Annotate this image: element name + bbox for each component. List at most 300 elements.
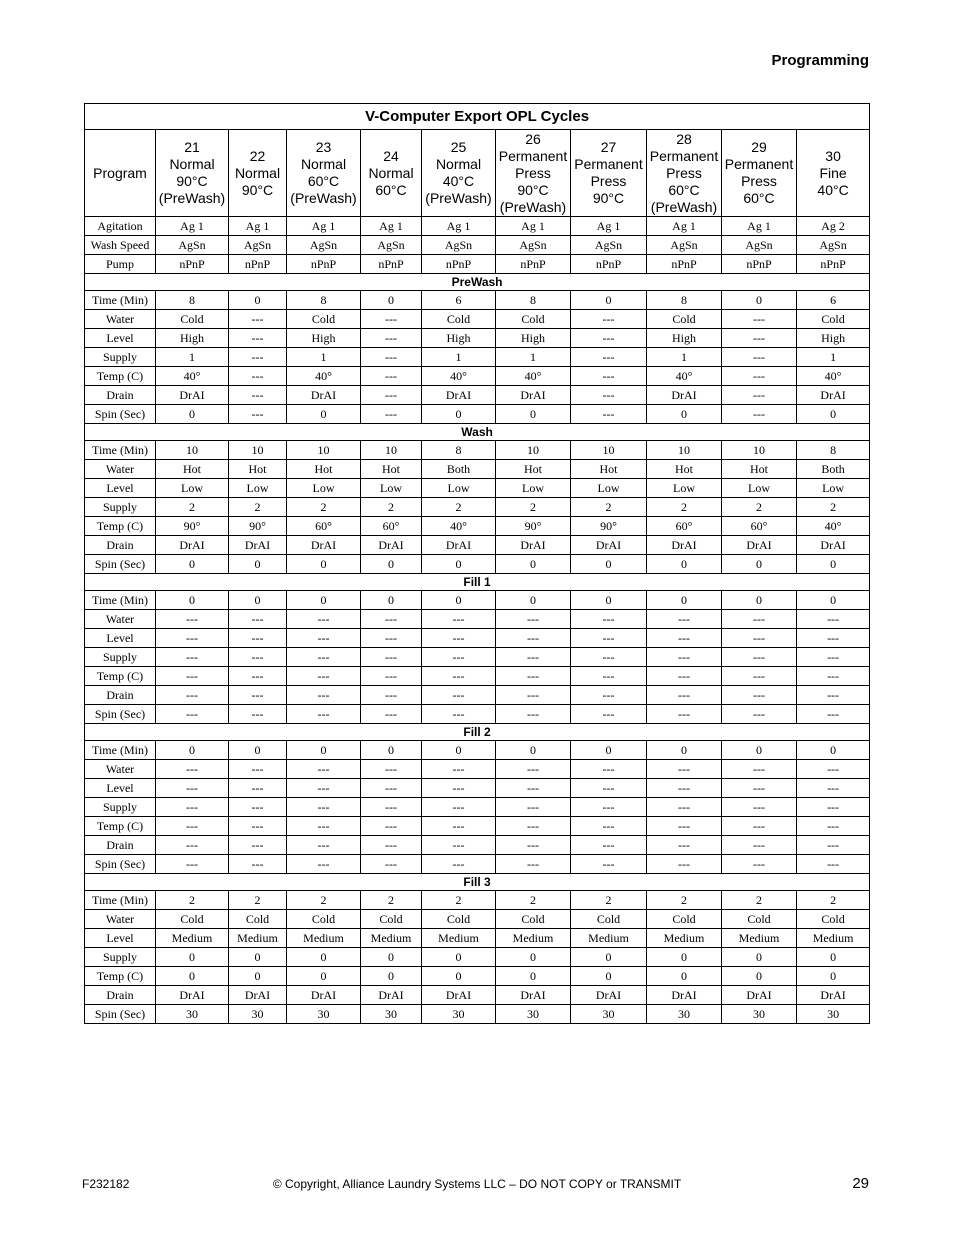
table-cell: Medium bbox=[287, 929, 361, 948]
program-header-line: Fine bbox=[819, 164, 847, 181]
program-header-line: 25 bbox=[450, 139, 467, 155]
table-cell: 0 bbox=[647, 948, 722, 967]
table-cell: DrAI bbox=[156, 536, 229, 555]
table-cell: Medium bbox=[571, 929, 647, 948]
table-cell: --- bbox=[422, 779, 496, 798]
table-cell: --- bbox=[361, 667, 422, 686]
program-header-line: 27 bbox=[600, 139, 617, 155]
table-cell: --- bbox=[229, 779, 287, 798]
table-cell: --- bbox=[287, 648, 361, 667]
row-label: Water bbox=[85, 310, 156, 329]
table-cell: 2 bbox=[722, 498, 797, 517]
table-cell: DrAI bbox=[722, 536, 797, 555]
table-cell: --- bbox=[496, 760, 571, 779]
table-cell: Ag 1 bbox=[422, 217, 496, 236]
table-cell: 0 bbox=[422, 591, 496, 610]
table-cell: --- bbox=[422, 760, 496, 779]
table-cell: 30 bbox=[571, 1005, 647, 1024]
table-cell: Ag 1 bbox=[156, 217, 229, 236]
table-cell: Low bbox=[496, 479, 571, 498]
table-cell: --- bbox=[287, 798, 361, 817]
table-cell: --- bbox=[571, 648, 647, 667]
table-cell: 0 bbox=[229, 967, 287, 986]
table-cell: --- bbox=[722, 817, 797, 836]
table-cell: Cold bbox=[422, 910, 496, 929]
row-label: Water bbox=[85, 760, 156, 779]
table-cell: --- bbox=[156, 667, 229, 686]
table-cell: 40° bbox=[797, 517, 870, 536]
table-cell: 2 bbox=[287, 891, 361, 910]
table-cell: --- bbox=[156, 798, 229, 817]
table-cell: --- bbox=[722, 779, 797, 798]
table-cell: DrAI bbox=[496, 386, 571, 405]
table-cell: Hot bbox=[361, 460, 422, 479]
table-row bbox=[85, 255, 870, 274]
table-cell: 0 bbox=[361, 555, 422, 574]
table-row bbox=[85, 217, 870, 236]
table-cell: 0 bbox=[797, 591, 870, 610]
table-cell: --- bbox=[422, 629, 496, 648]
table-cell: DrAI bbox=[496, 536, 571, 555]
table-cell: Cold bbox=[722, 910, 797, 929]
table-cell: Ag 2 bbox=[797, 217, 870, 236]
table-cell: --- bbox=[722, 310, 797, 329]
table-cell: 2 bbox=[797, 891, 870, 910]
table-cell: 0 bbox=[156, 591, 229, 610]
table-cell: --- bbox=[571, 610, 647, 629]
table-cell: DrAI bbox=[422, 536, 496, 555]
table-cell: 2 bbox=[287, 498, 361, 517]
table-row bbox=[85, 517, 870, 536]
table-cell: 2 bbox=[156, 498, 229, 517]
table-cell: --- bbox=[647, 648, 722, 667]
table-cell: DrAI bbox=[797, 386, 870, 405]
table-cell: 0 bbox=[647, 405, 722, 424]
table-cell: --- bbox=[722, 367, 797, 386]
table-cell: 10 bbox=[156, 441, 229, 460]
program-header-line: (PreWash) bbox=[158, 190, 226, 206]
table-cell: 0 bbox=[571, 741, 647, 760]
table-cell: 0 bbox=[496, 741, 571, 760]
table-cell: nPnP bbox=[422, 255, 496, 274]
program-header-line: (PreWash) bbox=[290, 190, 357, 206]
table-cell: Low bbox=[797, 479, 870, 498]
table-cell: Low bbox=[229, 479, 287, 498]
table-cell: --- bbox=[571, 779, 647, 798]
table-cell: Hot bbox=[647, 460, 722, 479]
row-label: Drain bbox=[85, 686, 156, 705]
program-column-header bbox=[722, 130, 797, 217]
table-cell: --- bbox=[287, 817, 361, 836]
row-label: Temp (C) bbox=[85, 667, 156, 686]
table-cell: 0 bbox=[647, 555, 722, 574]
row-label: Supply bbox=[85, 798, 156, 817]
table-cell: --- bbox=[229, 836, 287, 855]
table-cell: 2 bbox=[361, 498, 422, 517]
row-label: Supply bbox=[85, 348, 156, 367]
table-cell: 6 bbox=[797, 291, 870, 310]
table-cell: 2 bbox=[647, 498, 722, 517]
table-cell: --- bbox=[229, 855, 287, 874]
table-row bbox=[85, 405, 870, 424]
table-cell: --- bbox=[797, 629, 870, 648]
table-cell: 0 bbox=[571, 591, 647, 610]
table-cell: Cold bbox=[287, 910, 361, 929]
table-cell: 2 bbox=[496, 498, 571, 517]
table-cell: 40° bbox=[496, 367, 571, 386]
program-header-line: (PreWash) bbox=[499, 198, 567, 215]
table-row bbox=[85, 855, 870, 874]
table-cell: DrAI bbox=[722, 986, 797, 1005]
table-cell: --- bbox=[496, 629, 571, 648]
table-cell: --- bbox=[647, 817, 722, 836]
table-row bbox=[85, 536, 870, 555]
table-cell: --- bbox=[722, 386, 797, 405]
table-cell: DrAI bbox=[571, 536, 647, 555]
table-cell: --- bbox=[361, 610, 422, 629]
table-cell: nPnP bbox=[722, 255, 797, 274]
table-cell: High bbox=[496, 329, 571, 348]
table-cell: --- bbox=[229, 705, 287, 724]
table-cell: --- bbox=[156, 855, 229, 874]
row-label: Drain bbox=[85, 536, 156, 555]
section-row bbox=[85, 424, 870, 441]
row-label: Level bbox=[85, 779, 156, 798]
table-cell: Low bbox=[647, 479, 722, 498]
table-cell: --- bbox=[647, 610, 722, 629]
table-cell: Cold bbox=[229, 910, 287, 929]
table-cell: --- bbox=[571, 817, 647, 836]
table-cell: 0 bbox=[647, 591, 722, 610]
row-label: Time (Min) bbox=[85, 741, 156, 760]
table-cell: --- bbox=[287, 629, 361, 648]
program-header-line: 40°C bbox=[442, 173, 475, 189]
table-cell: 0 bbox=[722, 948, 797, 967]
table-cell: Cold bbox=[647, 310, 722, 329]
table-cell: --- bbox=[797, 836, 870, 855]
program-header: Program bbox=[85, 130, 156, 217]
section-row bbox=[85, 724, 870, 741]
table-cell: --- bbox=[496, 836, 571, 855]
table-cell: --- bbox=[287, 705, 361, 724]
table-cell: --- bbox=[797, 817, 870, 836]
program-header-line: 90°C bbox=[241, 181, 274, 198]
program-header-line: 29 bbox=[751, 139, 767, 155]
table-cell: 10 bbox=[229, 441, 287, 460]
table-cell: 8 bbox=[647, 291, 722, 310]
table-cell: --- bbox=[361, 405, 422, 424]
program-column-header bbox=[287, 130, 361, 217]
table-cell: 0 bbox=[722, 291, 797, 310]
program-header-line: Normal bbox=[169, 156, 215, 172]
table-title: V-Computer Export OPL Cycles bbox=[85, 104, 870, 130]
row-label: Time (Min) bbox=[85, 891, 156, 910]
table-cell: AgSn bbox=[422, 236, 496, 255]
row-label: Level bbox=[85, 329, 156, 348]
program-header-line: 22 bbox=[249, 147, 266, 164]
table-cell: Hot bbox=[156, 460, 229, 479]
row-label: Level bbox=[85, 929, 156, 948]
table-cell: Low bbox=[722, 479, 797, 498]
row-label: Supply bbox=[85, 498, 156, 517]
table-cell: --- bbox=[287, 779, 361, 798]
table-cell: nPnP bbox=[571, 255, 647, 274]
table-row bbox=[85, 555, 870, 574]
table-cell: --- bbox=[571, 367, 647, 386]
table-cell: 2 bbox=[156, 891, 229, 910]
table-cell: DrAI bbox=[797, 536, 870, 555]
table-row bbox=[85, 498, 870, 517]
table-cell: --- bbox=[797, 648, 870, 667]
table-cell: --- bbox=[229, 310, 287, 329]
table-cell: --- bbox=[647, 760, 722, 779]
table-cell: --- bbox=[722, 667, 797, 686]
table-cell: --- bbox=[722, 648, 797, 667]
table-cell: 30 bbox=[722, 1005, 797, 1024]
table-cell: 1 bbox=[422, 348, 496, 367]
table-cell: DrAI bbox=[287, 986, 361, 1005]
table-cell: Hot bbox=[722, 460, 797, 479]
table-cell: 30 bbox=[422, 1005, 496, 1024]
table-cell: --- bbox=[361, 705, 422, 724]
row-label: Time (Min) bbox=[85, 291, 156, 310]
table-cell: Low bbox=[156, 479, 229, 498]
table-cell: --- bbox=[229, 405, 287, 424]
table-row bbox=[85, 236, 870, 255]
table-cell: 40° bbox=[422, 517, 496, 536]
table-row bbox=[85, 910, 870, 929]
table-cell: 10 bbox=[571, 441, 647, 460]
table-cell: AgSn bbox=[722, 236, 797, 255]
table-cell: nPnP bbox=[496, 255, 571, 274]
table-cell: --- bbox=[361, 686, 422, 705]
table-cell: --- bbox=[722, 610, 797, 629]
row-label: Spin (Sec) bbox=[85, 1005, 156, 1024]
program-header-line: 90°C bbox=[176, 173, 208, 189]
table-cell: 0 bbox=[422, 741, 496, 760]
table-cell: 0 bbox=[797, 948, 870, 967]
row-label: Level bbox=[85, 629, 156, 648]
table-cell: 10 bbox=[647, 441, 722, 460]
table-row bbox=[85, 836, 870, 855]
table-cell: DrAI bbox=[647, 536, 722, 555]
table-cell: --- bbox=[156, 760, 229, 779]
program-header-line: (PreWash) bbox=[425, 190, 492, 206]
table-row bbox=[85, 986, 870, 1005]
table-cell: 90° bbox=[229, 517, 287, 536]
table-cell: 8 bbox=[422, 441, 496, 460]
table-cell: --- bbox=[797, 686, 870, 705]
table-cell: --- bbox=[571, 310, 647, 329]
section-label: Fill 1 bbox=[85, 574, 870, 591]
table-cell: 0 bbox=[156, 948, 229, 967]
table-cell: AgSn bbox=[797, 236, 870, 255]
page-number: 29 bbox=[852, 1175, 869, 1192]
program-header-line: Normal bbox=[234, 164, 281, 181]
program-header-line: Normal bbox=[435, 156, 482, 172]
program-header-line: (PreWash) bbox=[650, 198, 718, 215]
table-cell: --- bbox=[287, 610, 361, 629]
program-header-line: 30 bbox=[825, 147, 841, 164]
table-cell: nPnP bbox=[361, 255, 422, 274]
table-cell: --- bbox=[797, 760, 870, 779]
table-cell: --- bbox=[229, 667, 287, 686]
table-cell: AgSn bbox=[361, 236, 422, 255]
table-cell: 0 bbox=[422, 405, 496, 424]
table-row bbox=[85, 610, 870, 629]
table-cell: --- bbox=[647, 855, 722, 874]
row-label: Temp (C) bbox=[85, 967, 156, 986]
table-cell: --- bbox=[156, 817, 229, 836]
table-cell: --- bbox=[361, 329, 422, 348]
program-column-header bbox=[229, 130, 287, 217]
table-cell: --- bbox=[571, 705, 647, 724]
table-row bbox=[85, 441, 870, 460]
table-cell: --- bbox=[647, 705, 722, 724]
table-cell: 8 bbox=[797, 441, 870, 460]
table-cell: Ag 1 bbox=[496, 217, 571, 236]
table-cell: --- bbox=[156, 836, 229, 855]
table-row bbox=[85, 929, 870, 948]
table-cell: Both bbox=[422, 460, 496, 479]
table-row bbox=[85, 386, 870, 405]
table-cell: --- bbox=[229, 610, 287, 629]
row-label: Spin (Sec) bbox=[85, 405, 156, 424]
table-cell: Cold bbox=[361, 910, 422, 929]
table-row bbox=[85, 817, 870, 836]
program-header-line: Press bbox=[666, 164, 702, 181]
program-header-line: 28 bbox=[676, 130, 692, 147]
table-cell: AgSn bbox=[647, 236, 722, 255]
table-cell: 6 bbox=[422, 291, 496, 310]
table-cell: --- bbox=[722, 629, 797, 648]
table-cell: High bbox=[797, 329, 870, 348]
program-header-line: Permanent bbox=[724, 156, 794, 172]
table-cell: --- bbox=[156, 648, 229, 667]
row-label: Temp (C) bbox=[85, 517, 156, 536]
table-cell: 2 bbox=[422, 891, 496, 910]
table-cell: --- bbox=[571, 836, 647, 855]
table-cell: --- bbox=[361, 855, 422, 874]
table-cell: Medium bbox=[647, 929, 722, 948]
table-row bbox=[85, 967, 870, 986]
program-header-line: 40°C bbox=[817, 181, 849, 198]
table-cell: DrAI bbox=[496, 986, 571, 1005]
table-cell: Ag 1 bbox=[722, 217, 797, 236]
table-cell: DrAI bbox=[647, 386, 722, 405]
row-label: Spin (Sec) bbox=[85, 705, 156, 724]
table-cell: --- bbox=[422, 667, 496, 686]
table-cell: Cold bbox=[156, 310, 229, 329]
table-cell: Hot bbox=[496, 460, 571, 479]
table-cell: 2 bbox=[229, 891, 287, 910]
table-cell: --- bbox=[722, 760, 797, 779]
table-cell: --- bbox=[287, 836, 361, 855]
opl-cycles-table bbox=[84, 103, 870, 1024]
table-cell: Cold bbox=[797, 910, 870, 929]
program-column-header bbox=[156, 130, 229, 217]
table-cell: DrAI bbox=[797, 986, 870, 1005]
program-header-line: Press bbox=[590, 173, 627, 189]
table-cell: 0 bbox=[229, 948, 287, 967]
table-cell: 0 bbox=[156, 405, 229, 424]
table-cell: --- bbox=[361, 629, 422, 648]
table-cell: 1 bbox=[287, 348, 361, 367]
table-cell: --- bbox=[647, 667, 722, 686]
table-cell: --- bbox=[571, 686, 647, 705]
table-cell: nPnP bbox=[647, 255, 722, 274]
program-header-line: Normal bbox=[300, 156, 347, 172]
table-cell: 90° bbox=[571, 517, 647, 536]
table-cell: --- bbox=[722, 348, 797, 367]
row-label: Water bbox=[85, 910, 156, 929]
program-column-header bbox=[797, 130, 870, 217]
table-cell: 0 bbox=[496, 967, 571, 986]
table-cell: 2 bbox=[571, 498, 647, 517]
program-header-line: 21 bbox=[184, 139, 200, 155]
table-cell: --- bbox=[287, 760, 361, 779]
table-cell: 0 bbox=[361, 291, 422, 310]
table-cell: 0 bbox=[422, 555, 496, 574]
table-cell: 1 bbox=[496, 348, 571, 367]
row-label: Supply bbox=[85, 948, 156, 967]
table-cell: --- bbox=[229, 760, 287, 779]
table-cell: DrAI bbox=[229, 986, 287, 1005]
row-label: Drain bbox=[85, 386, 156, 405]
table-row bbox=[85, 891, 870, 910]
table-cell: 0 bbox=[722, 591, 797, 610]
table-cell: --- bbox=[361, 817, 422, 836]
table-cell: --- bbox=[422, 855, 496, 874]
table-cell: --- bbox=[229, 798, 287, 817]
table-cell: DrAI bbox=[647, 986, 722, 1005]
table-cell: Hot bbox=[229, 460, 287, 479]
program-header-line: 23 bbox=[315, 139, 332, 155]
table-cell: 0 bbox=[156, 555, 229, 574]
table-cell: Medium bbox=[797, 929, 870, 948]
table-cell: High bbox=[422, 329, 496, 348]
table-cell: Hot bbox=[287, 460, 361, 479]
table-cell: --- bbox=[422, 705, 496, 724]
table-cell: --- bbox=[287, 667, 361, 686]
table-cell: 8 bbox=[287, 291, 361, 310]
program-header-line: Permanent bbox=[574, 156, 643, 172]
table-cell: --- bbox=[797, 798, 870, 817]
table-cell: --- bbox=[361, 798, 422, 817]
row-label: Temp (C) bbox=[85, 817, 156, 836]
program-column-header bbox=[496, 130, 571, 217]
table-row bbox=[85, 741, 870, 760]
table-cell: DrAI bbox=[156, 986, 229, 1005]
table-cell: Cold bbox=[156, 910, 229, 929]
table-cell: 30 bbox=[229, 1005, 287, 1024]
table-cell: --- bbox=[229, 348, 287, 367]
row-label: Spin (Sec) bbox=[85, 855, 156, 874]
table-row bbox=[85, 948, 870, 967]
table-cell: Both bbox=[797, 460, 870, 479]
table-cell: Medium bbox=[156, 929, 229, 948]
table-cell: DrAI bbox=[156, 386, 229, 405]
program-header-line: Permanent bbox=[649, 147, 719, 164]
table-cell: --- bbox=[722, 836, 797, 855]
table-cell: 2 bbox=[422, 498, 496, 517]
table-cell: --- bbox=[361, 367, 422, 386]
table-cell: 0 bbox=[229, 591, 287, 610]
table-cell: 0 bbox=[156, 967, 229, 986]
table-cell: 2 bbox=[722, 891, 797, 910]
table-row bbox=[85, 648, 870, 667]
table-row bbox=[85, 779, 870, 798]
